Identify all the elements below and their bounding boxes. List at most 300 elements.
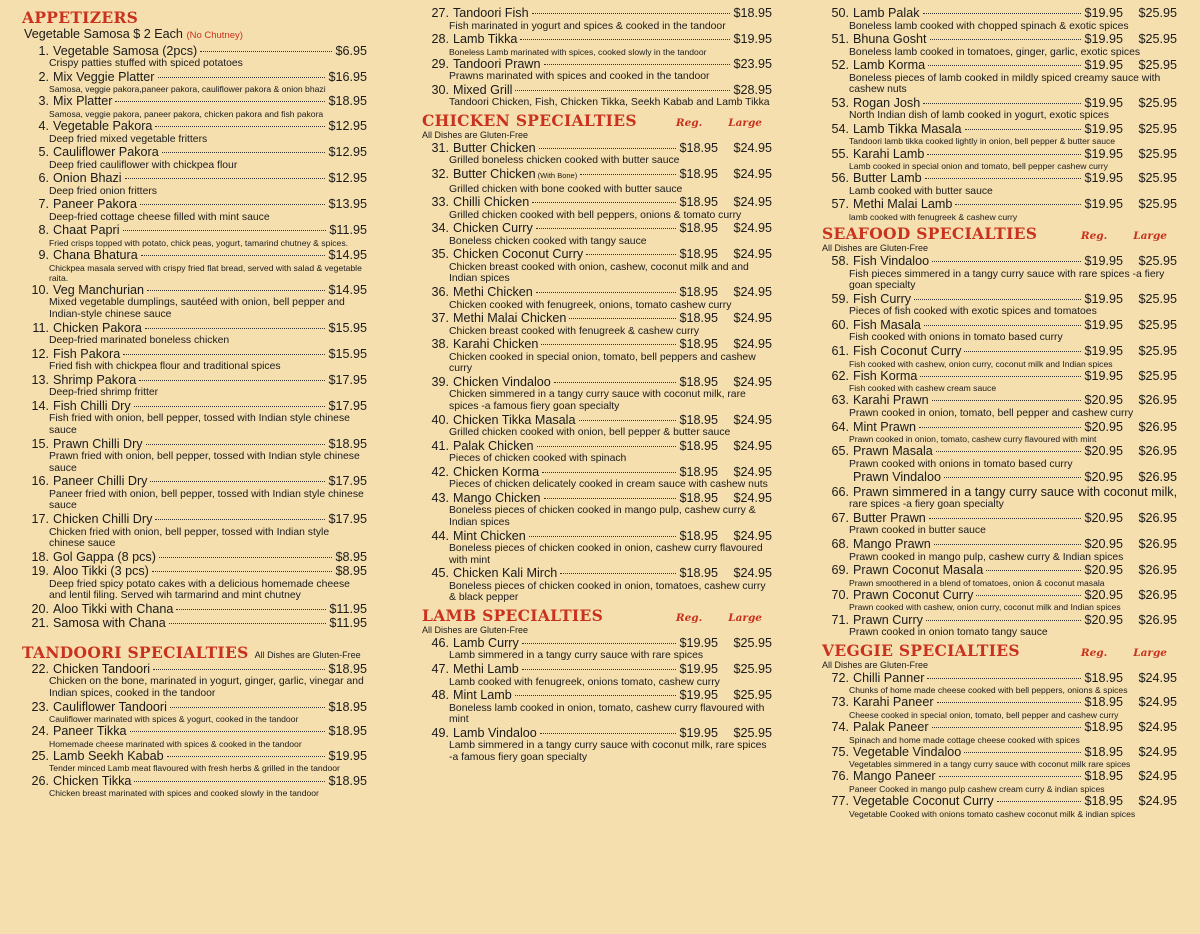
- section-gap: [22, 631, 367, 641]
- menu-item: [822, 58, 1177, 96]
- item-price: $8.95: [335, 564, 367, 579]
- dot-leader: [544, 64, 731, 65]
- menu-item: [422, 465, 772, 491]
- item-number: 58.: [831, 254, 849, 269]
- item-description: Lamb cooked in special onion and tomato, bell pepper cashew curry: [849, 161, 1108, 172]
- item-number: 63.: [831, 393, 849, 408]
- item-name: Prawn Curry: [853, 612, 923, 627]
- item-number: 35.: [431, 247, 449, 262]
- menu-item-row: [22, 700, 367, 715]
- dot-leader: [569, 318, 676, 319]
- menu-item: [822, 32, 1177, 58]
- section-title-wrap: [22, 8, 138, 27]
- item-description: Prawn cooked in butter sauce: [849, 525, 986, 537]
- item-price-large: $25.95: [1138, 58, 1177, 73]
- item-price-large: $24.95: [1138, 670, 1177, 685]
- item-price: $19.95: [1084, 6, 1123, 20]
- price-column-headers: [676, 612, 762, 624]
- dot-leader: [537, 446, 677, 447]
- menu-item: [822, 485, 1177, 511]
- item-description: Lamb cooked with fenugreek, onions tomato, cashew curry: [449, 676, 720, 688]
- item-name: Fish Korma: [853, 368, 918, 383]
- item-name: Gol Gappa (8 pcs): [53, 549, 156, 564]
- item-price-large: $24.95: [1138, 720, 1177, 735]
- item-number: 45.: [431, 566, 449, 581]
- item-name: Butter Chicken: [453, 167, 536, 182]
- item-number: 15.: [31, 436, 49, 451]
- item-price: $18.95: [1084, 695, 1123, 710]
- menu-item: [422, 413, 772, 439]
- item-price-large: $26.95: [1138, 612, 1177, 627]
- item-description: lamb cooked with fenugreek & cashew curry: [849, 211, 1018, 222]
- dot-leader: [923, 103, 1081, 104]
- item-name: Prawn Coconut Masala: [853, 563, 984, 578]
- item-price: $17.95: [328, 474, 367, 489]
- item-description: Deep-fried cottage cheese filled with mint sauce: [49, 211, 270, 223]
- dot-leader: [937, 702, 1082, 703]
- menu-item: [22, 564, 367, 602]
- item-price-large: $24.95: [733, 528, 772, 543]
- menu-item-row: [22, 321, 367, 336]
- regular-size-header: Reg.: [1080, 230, 1108, 243]
- item-number: 70.: [831, 587, 849, 602]
- dot-leader: [536, 228, 677, 229]
- item-name: Fish Coconut Curry: [853, 344, 962, 359]
- menu-item-row: [822, 171, 1177, 186]
- section-title-wrap: [22, 643, 361, 662]
- item-number: 11.: [32, 320, 49, 335]
- item-price-large: $24.95: [733, 490, 772, 505]
- item-number: 29.: [431, 56, 449, 71]
- item-number: 8.: [38, 223, 49, 238]
- item-name: Shrimp Pakora: [53, 372, 137, 387]
- menu-item-row: [422, 32, 772, 47]
- item-description: Prawn cooked in onion, tomato, cashew curry flavoured with mint: [849, 434, 1097, 445]
- item-name: Prawn Masala: [853, 444, 933, 459]
- item-price: $18.95: [679, 528, 718, 543]
- dot-leader: [926, 620, 1081, 621]
- item-price: $19.95: [679, 662, 718, 677]
- section-title-wrap: [422, 606, 603, 625]
- item-description: Chickpea masala served with crispy fried flat bread, served with salad & vegetable raita.: [49, 262, 362, 283]
- item-name: Bhuna Gosht: [853, 32, 927, 47]
- item-description: Boneless lamb cooked with chopped spinach & exotic spices: [849, 20, 1129, 32]
- menu-column-3: [822, 6, 1177, 819]
- item-price: $18.95: [679, 221, 718, 236]
- item-description: Prawn cooked in onion, tomato, bell pepper and cashew curry: [849, 407, 1134, 419]
- item-number: 76.: [831, 769, 849, 784]
- item-description: Fish cooked with cashew, onion curry, coconut milk and Indian spices: [849, 358, 1113, 369]
- item-name: Fish Pakora: [53, 346, 121, 361]
- item-price-large: $25.95: [1138, 368, 1177, 383]
- menu-item-row: [22, 119, 367, 134]
- item-number: 20.: [31, 601, 49, 616]
- item-price-large: $25.95: [1138, 32, 1177, 47]
- menu-item-row: [22, 399, 367, 414]
- menu-item-row: [822, 470, 1177, 485]
- item-price: $11.95: [329, 616, 367, 631]
- item-number: 55.: [831, 146, 849, 161]
- dot-leader: [540, 733, 677, 734]
- item-price-large: $24.95: [733, 285, 772, 300]
- menu-item: [422, 439, 772, 465]
- item-name: Chilli Chicken: [453, 195, 530, 210]
- menu-item-row: [22, 550, 367, 565]
- item-description: Fish marinated in yogurt and spices & cooked in the tandoor: [449, 20, 726, 32]
- item-price: $28.95: [733, 82, 772, 97]
- regular-size-header: Reg.: [675, 611, 703, 624]
- menu-item-row: [422, 491, 772, 506]
- menu-section: [822, 224, 1177, 638]
- item-name: Paneer Chilli Dry: [53, 474, 148, 489]
- dot-leader: [976, 595, 1081, 596]
- item-price: $23.95: [733, 56, 772, 71]
- large-size-header: Large: [728, 611, 762, 624]
- menu-item-row: [822, 485, 1177, 500]
- menu-item-row: [22, 749, 367, 764]
- item-price-large: $25.95: [1138, 197, 1177, 212]
- dot-leader: [529, 536, 677, 537]
- item-price: $19.95: [328, 748, 367, 763]
- section-title: VEGGIE SPECIALTIES: [822, 640, 1020, 660]
- menu-item-row: [22, 616, 367, 631]
- menu-item-row: [422, 688, 772, 703]
- item-price-large: $25.95: [1138, 291, 1177, 306]
- menu-item: [822, 794, 1177, 819]
- menu-item-row: [422, 57, 772, 72]
- menu-item: [822, 318, 1177, 344]
- menu-item-row: [22, 512, 367, 527]
- menu-item: [22, 662, 367, 700]
- item-price: $20.95: [1084, 510, 1123, 525]
- menu-item: [22, 70, 367, 95]
- item-name: Paneer Tikka: [53, 724, 127, 739]
- item-price: $17.95: [328, 398, 367, 413]
- item-price: $16.95: [328, 69, 367, 84]
- item-number: 65.: [831, 444, 849, 459]
- item-number: 64.: [831, 419, 849, 434]
- item-number: 71.: [831, 612, 849, 627]
- item-description: Paneer fried with onion, bell pepper, tossed with Indian style chinese sauce: [49, 488, 364, 512]
- menu-item: [22, 700, 367, 725]
- item-name: Cauliflower Pakora: [53, 145, 159, 160]
- menu-item-row: [422, 83, 772, 98]
- item-number: 50.: [831, 6, 849, 20]
- item-name: Prawn Chilli Dry: [53, 436, 143, 451]
- item-price: $18.95: [1084, 670, 1123, 685]
- item-description: Deep fried cauliflower with chickpea flour: [49, 159, 238, 171]
- item-number: 6.: [38, 171, 49, 186]
- item-price-large: $24.95: [733, 374, 772, 389]
- item-price-large: $25.95: [733, 688, 772, 703]
- menu-item: [422, 337, 772, 375]
- menu-item: [422, 221, 772, 247]
- item-number: 28.: [431, 32, 449, 47]
- item-price: $12.95: [328, 145, 367, 160]
- item-price-large: $25.95: [1138, 121, 1177, 136]
- item-description: Boneless lamb cooked in tomatoes, ginger, garlic, exotic spices: [849, 46, 1141, 58]
- dot-leader: [539, 148, 677, 149]
- item-price: $20.95: [1084, 470, 1123, 485]
- item-name: Mix Platter: [53, 94, 113, 109]
- menu-item-row: [822, 511, 1177, 526]
- menu-item: [422, 285, 772, 311]
- dot-leader: [115, 101, 325, 102]
- dot-leader: [928, 65, 1081, 66]
- menu-item: [822, 613, 1177, 639]
- section-header: [22, 8, 367, 27]
- menu-item: [22, 749, 367, 774]
- dot-leader: [939, 776, 1082, 777]
- menu-item: [422, 83, 772, 109]
- menu-item-row: [22, 347, 367, 362]
- section-title-wrap: [822, 641, 1020, 660]
- section-subtitle: All Dishes are Gluten-Free: [422, 129, 529, 140]
- menu-item: [822, 444, 1177, 470]
- menu-item: [822, 254, 1177, 292]
- menu-item-row: [822, 254, 1177, 269]
- item-number: 23.: [31, 699, 49, 714]
- item-name: Karahi Chicken: [453, 337, 539, 352]
- item-number: 30.: [431, 82, 449, 97]
- item-price: $18.95: [679, 464, 718, 479]
- item-description: Cheese cooked in special onion, tomato, bell pepper and cashew curry: [849, 709, 1119, 720]
- item-number: 31.: [431, 140, 449, 155]
- dot-leader: [944, 477, 1081, 478]
- item-description: Prawn smoothered in a blend of tomatoes, onion & coconut masala: [849, 577, 1105, 588]
- dot-leader: [532, 13, 731, 14]
- item-price: $18.95: [679, 438, 718, 453]
- dot-leader: [170, 707, 326, 708]
- dot-leader: [155, 519, 325, 520]
- item-number: 67.: [831, 510, 849, 525]
- item-description: Boneless Lamb marinated with spices, cooked slowly in the tandoor: [449, 46, 707, 57]
- dot-leader: [167, 756, 326, 757]
- menu-item: [422, 566, 772, 604]
- item-name: Vegetable Coconut Curry: [853, 794, 994, 809]
- item-description: Lamb simmered in a tangy curry sauce with rare spices: [449, 650, 704, 662]
- section-intro: [22, 27, 367, 44]
- item-description: Chicken fried with onion, bell pepper, tossed with Indian style chinese sauce: [49, 526, 330, 550]
- dot-leader: [123, 354, 325, 355]
- item-number: 75.: [831, 744, 849, 759]
- dot-leader: [130, 731, 326, 732]
- menu-item-row: [422, 195, 772, 210]
- item-tag: (With Bone): [537, 171, 578, 181]
- item-name: Methi Lamb: [453, 662, 519, 677]
- item-number: 41.: [431, 438, 449, 453]
- item-price: $18.95: [328, 94, 367, 109]
- item-price-large: $26.95: [1138, 419, 1177, 434]
- item-price-large: $24.95: [733, 464, 772, 479]
- dot-leader: [924, 325, 1082, 326]
- dot-leader: [146, 444, 326, 445]
- dot-leader: [141, 255, 326, 256]
- item-price-large: $26.95: [1138, 537, 1177, 552]
- item-price-large: $24.95: [733, 140, 772, 155]
- section-header: [822, 224, 1177, 243]
- menu-item: [822, 393, 1177, 419]
- menu-item: [22, 602, 367, 617]
- dot-leader: [580, 174, 676, 175]
- item-number: 39.: [431, 374, 449, 389]
- item-number: 56.: [831, 171, 849, 186]
- item-description: Pieces of chicken cooked with spinach: [449, 453, 627, 465]
- item-description: Fish cooked with cashew cream sauce: [849, 383, 997, 394]
- price-column-headers: [676, 117, 762, 129]
- item-description: Fried crisps topped with potato, chick peas, yogurt, tamarind chutney & spices.: [49, 237, 349, 248]
- item-number: 19.: [31, 564, 49, 579]
- item-price-large: $25.95: [1138, 344, 1177, 359]
- item-price-large: $24.95: [733, 337, 772, 352]
- menu-item-row: [422, 662, 772, 677]
- dot-leader: [932, 261, 1081, 262]
- menu-item: [22, 321, 367, 347]
- large-size-header: Large: [728, 116, 762, 129]
- item-name: Fish Vindaloo: [853, 254, 930, 269]
- item-name: Prawn Coconut Curry: [853, 587, 974, 602]
- section-title: SEAFOOD SPECIALTIES: [822, 224, 1038, 244]
- menu-item: [822, 420, 1177, 445]
- item-description: Prawn cooked in mango pulp, cashew curry & Indian spices: [849, 551, 1124, 563]
- item-name: Tandoori Fish: [453, 6, 529, 20]
- item-description: Deep fried onion fritters: [49, 185, 158, 197]
- menu-item: [422, 375, 772, 413]
- item-price: $20.95: [1084, 444, 1123, 459]
- item-price-large: $24.95: [1138, 695, 1177, 710]
- item-description: Boneless lamb cooked in onion, tomato, cashew curry flavoured with mint: [449, 702, 765, 726]
- item-name: Karahi Lamb: [853, 146, 925, 161]
- menu-item: [22, 119, 367, 145]
- item-price-large: $25.95: [1138, 171, 1177, 186]
- item-description: Tender minced Lamb meat flavoured with fresh herbs & grilled in the tandoor: [49, 763, 340, 774]
- item-price: $11.95: [329, 223, 367, 238]
- item-price: $19.95: [1084, 95, 1123, 110]
- item-name: Lamb Tikka Masala: [853, 121, 962, 136]
- menu-item-row: [422, 413, 772, 428]
- item-name: Chicken Tikka Masala: [453, 412, 576, 427]
- item-price: $19.95: [1084, 317, 1123, 332]
- dot-leader: [925, 178, 1082, 179]
- item-description: Fried fish with chickpea flour and traditional spices: [49, 361, 281, 373]
- item-name: Lamb Curry: [453, 635, 519, 650]
- item-price: $18.95: [679, 285, 718, 300]
- item-price: $18.95: [679, 566, 718, 581]
- item-description: Deep-fried marinated boneless chicken: [49, 335, 230, 347]
- menu-item: [422, 529, 772, 567]
- menu-item: [822, 147, 1177, 172]
- item-price: $8.95: [335, 549, 367, 564]
- item-description: Deep fried mixed vegetable fritters: [49, 133, 208, 145]
- item-price-large: $26.95: [1138, 470, 1177, 485]
- menu-item: [422, 726, 772, 764]
- item-price-large: $25.95: [733, 725, 772, 740]
- item-name: Lamb Korma: [853, 58, 926, 73]
- menu-item-row: [822, 292, 1177, 307]
- item-description: Pieces of chicken delicately cooked in cream sauce with cashew nuts: [449, 479, 768, 491]
- item-description: Samosa, veggie pakora, paneer pakora, chicken pakora and fish pakora: [49, 108, 324, 119]
- item-number: 16.: [31, 474, 49, 489]
- item-number: 7.: [38, 197, 49, 212]
- menu-column-2: [422, 6, 772, 764]
- item-name: Chicken Chilli Dry: [53, 512, 153, 527]
- menu-item: [22, 44, 367, 70]
- item-price-large: $24.95: [733, 247, 772, 262]
- menu-item-row: [422, 375, 772, 390]
- menu-item: [422, 688, 772, 726]
- menu-section: [822, 641, 1177, 819]
- section-note: All Dishes are Gluten-Free: [254, 649, 361, 660]
- section-subtitle: All Dishes are Gluten-Free: [422, 624, 529, 635]
- dot-leader: [147, 290, 325, 291]
- menu-item: [822, 344, 1177, 369]
- section-title: LAMB SPECIALTIES: [422, 605, 604, 625]
- item-name: Lamb Seekh Kabab: [53, 748, 164, 763]
- dot-leader: [159, 557, 333, 558]
- menu-item-row: [22, 437, 367, 452]
- item-number: 59.: [831, 291, 849, 306]
- item-price-large: $24.95: [1138, 769, 1177, 784]
- menu-item-row: [22, 602, 367, 617]
- menu-item-row: [822, 393, 1177, 408]
- item-price: $18.95: [679, 337, 718, 352]
- menu-item-row: [422, 221, 772, 236]
- item-price: $20.95: [1084, 612, 1123, 627]
- item-number: 62.: [831, 368, 849, 383]
- item-name: Lamb Vindaloo: [453, 725, 537, 740]
- dot-leader: [544, 498, 677, 499]
- item-number: 46.: [431, 635, 449, 650]
- item-price: $20.95: [1084, 587, 1123, 602]
- item-price: $20.95: [1084, 537, 1123, 552]
- intro-text: Vegetable Samosa $ 2 Each: [24, 27, 183, 41]
- item-number: 73.: [831, 695, 849, 710]
- section-header: [422, 606, 772, 625]
- menu-item-row: [822, 769, 1177, 784]
- menu-item-row: [422, 726, 772, 741]
- dot-leader: [914, 299, 1081, 300]
- item-description: Tandoori Chicken, Fish, Chicken Tikka, Seekh Kabab and Lamb Tikka: [449, 97, 770, 109]
- menu-item: [22, 724, 367, 749]
- item-price-large: $26.95: [1138, 510, 1177, 525]
- item-name: Chana Bhatura: [53, 248, 138, 263]
- dot-leader: [515, 695, 677, 696]
- menu-item: [822, 588, 1177, 613]
- item-price: $18.95: [328, 661, 367, 676]
- menu-item: [22, 437, 367, 475]
- item-description: Prawns marinated with spices and cooked in the tandoor: [449, 71, 710, 83]
- dot-leader: [200, 51, 332, 52]
- item-name: Chilli Panner: [853, 670, 925, 685]
- item-name: Aloo Tikki with Chana: [53, 601, 174, 616]
- large-size-header: Large: [1133, 230, 1167, 243]
- item-price: $19.95: [1084, 197, 1123, 212]
- dot-leader: [955, 204, 1081, 205]
- item-number: 37.: [431, 311, 449, 326]
- item-name: Mix Veggie Platter: [53, 69, 155, 84]
- item-number: 3.: [38, 94, 49, 109]
- menu-item: [422, 57, 772, 83]
- item-description: Grilled chicken with bone cooked with butter sauce: [449, 183, 683, 195]
- item-description: Boneless pieces of lamb cooked in mildly spiced creamy sauce with cashew nuts: [849, 72, 1161, 96]
- item-name: Chicken Korma: [453, 464, 540, 479]
- item-number: 14.: [31, 398, 49, 413]
- section-title-wrap: [822, 224, 1037, 243]
- dot-leader: [536, 292, 677, 293]
- menu-item-row: [822, 420, 1177, 435]
- menu-item: [822, 511, 1177, 537]
- menu-item: [22, 474, 367, 512]
